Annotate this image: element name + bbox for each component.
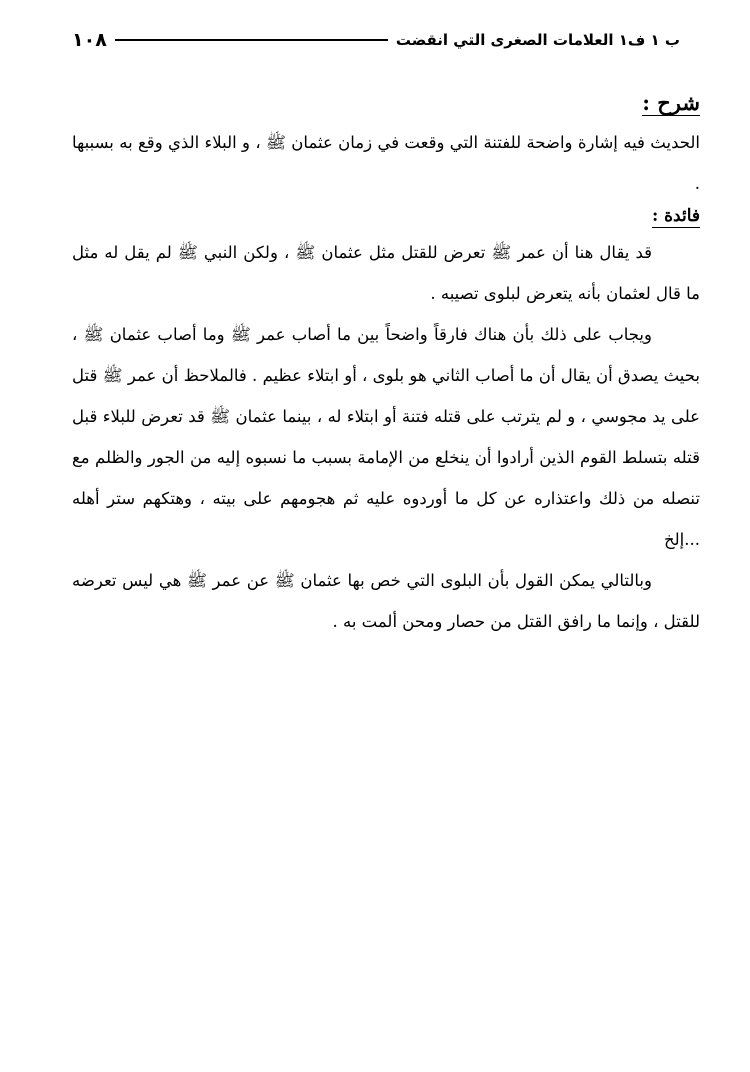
faida-paragraph: ويجاب على ذلك بأن هناك فارقاً واضحاً بين ما أصاب عمر ﷺ وما أصاب عثمان ﷺ ، بحيث يصدق أن يقال أن ما أصاب الثاني هو بلوى ، أو ابتلاء عظيم . فالملاحظ أن عمر ﷺ قتل على يد مجوسي ، و لم يترتب على قتله فتنة أو ابتلاء له ، بينما عثمان ﷺ قد تعرض للبلاء قبل قتله بتسلط القوم الذين أرادوا أن ينخلع من الإمامة بسبب ما نسبوه إليه من الجور والظلم مع تنصله من ذلك واعتذاره عن كل ما أوردوه عليه ثم هجومهم على بيته ، وهتكهم ستر أهله ...إلخ	[72, 324, 700, 549]
section-faida	[72, 204, 700, 641]
section-sharh	[72, 90, 700, 204]
page-number: ١٠٨	[72, 29, 107, 51]
header-rule	[115, 39, 388, 41]
sharh-heading: شرح :	[642, 90, 700, 115]
faida-heading: فائدة :	[651, 206, 700, 227]
faida-paragraph: وبالتالي يمكن القول بأن البلوى التي خص بها عثمان ﷺ عن عمر ﷺ هي ليس تعرضه للقتل ، وإنما ما رافق القتل من حصار ومحن ألمت به .	[72, 570, 700, 631]
sharh-paragraph: الحديث فيه إشارة واضحة للفتنة التي وقعت في زمان عثمان ﷺ ، و البلاء الذي وقع به بسببها .	[72, 133, 700, 194]
faida-paragraph: قد يقال هنا أن عمر ﷺ تعرض للقتل مثل عثمان ﷺ ، ولكن النبي ﷺ لم يقل له مثل ما قال لعثمان بأنه يتعرض لبلوى تصيبه .	[72, 242, 700, 303]
running-header	[72, 24, 680, 56]
body-text	[72, 90, 700, 642]
running-title: ب ١ ف١ العلامات الصغرى التي انقضت	[395, 31, 680, 49]
